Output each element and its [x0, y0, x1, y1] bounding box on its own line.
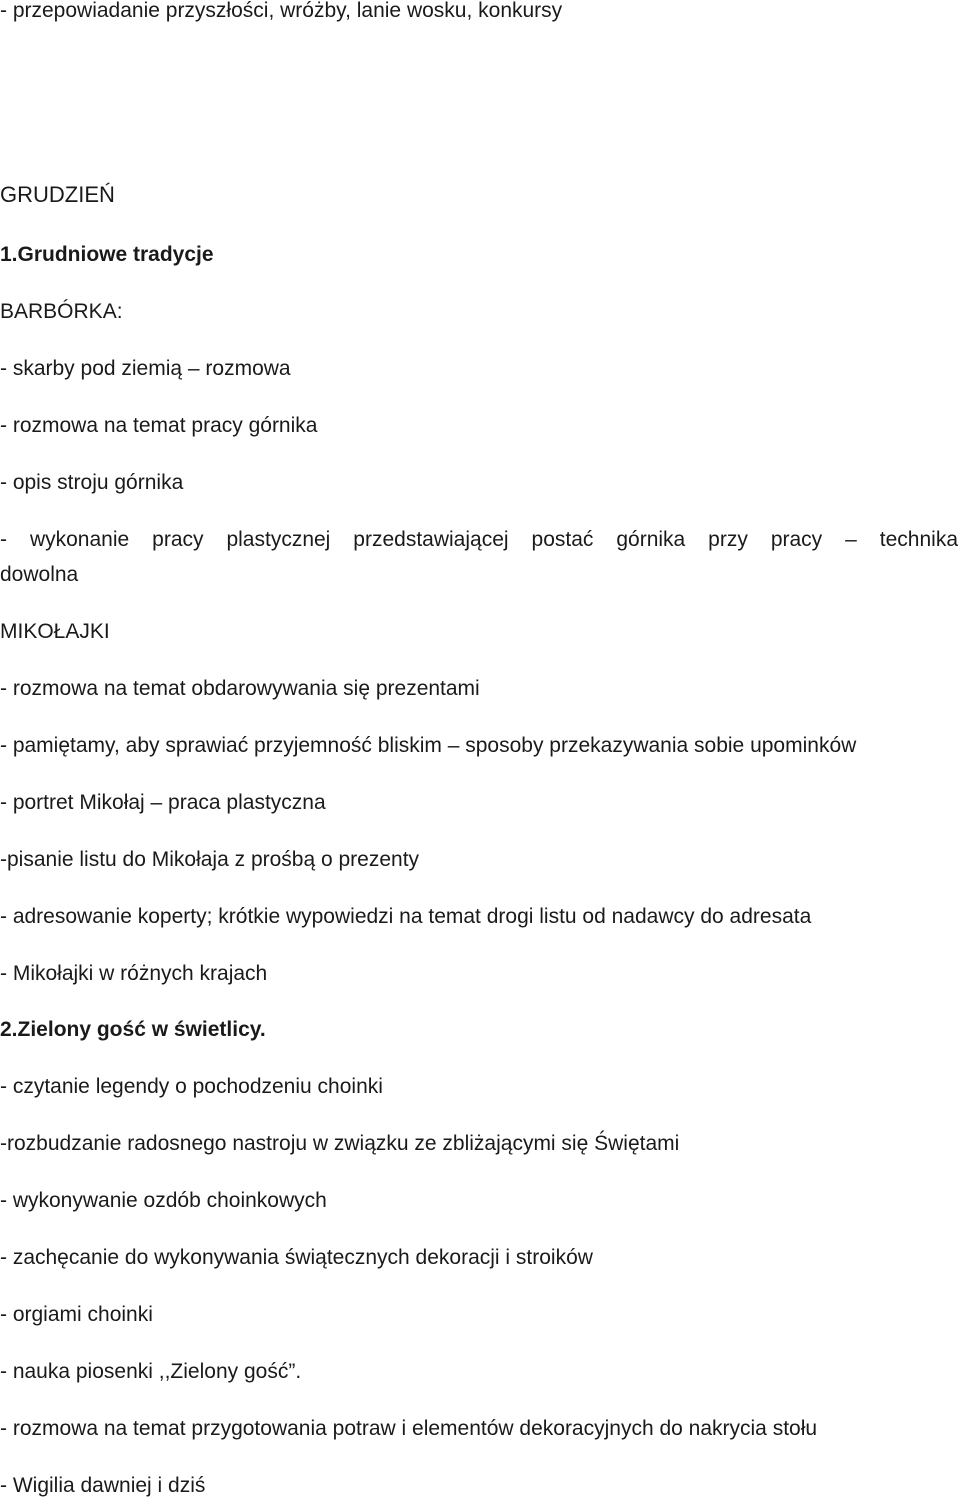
subsection-heading: MIKOŁAJKI [0, 620, 110, 643]
text-line: - rozmowa na temat przygotowania potraw i elementów dekoracyjnych do nakrycia stołu [0, 1417, 818, 1440]
text-line: - przepowiadanie przyszłości, wróżby, lanie wosku, konkursy [0, 0, 563, 22]
text-line: - adresowanie koperty; krótkie wypowiedzi na temat drogi listu od nadawcy do adresata [0, 905, 812, 928]
text-line: - orgiami choinki [0, 1303, 153, 1326]
text-line: - pamiętamy, aby sprawiać przyjemność bliskim – sposoby przekazywania sobie upominków [0, 734, 857, 757]
text-line: - zachęcanie do wykonywania świątecznych dekoracji i stroików [0, 1246, 593, 1269]
text-line: - rozmowa na temat pracy górnika [0, 414, 318, 437]
text-line: -pisanie listu do Mikołaja z prośbą o prezenty [0, 848, 420, 871]
section-heading: 1.Grudniowe tradycje [0, 243, 214, 266]
text-line: - czytanie legendy o pochodzeniu choinki [0, 1075, 383, 1098]
text-line: - Mikołajki w różnych krajach [0, 962, 268, 985]
text-line: - skarby pod ziemią – rozmowa [0, 357, 291, 380]
text-line: - wykonywanie ozdób choinkowych [0, 1189, 327, 1212]
subsection-heading: BARBÓRKA: [0, 300, 123, 323]
text-line: - rozmowa na temat obdarowywania się prezentami [0, 677, 480, 700]
text-line: - nauka piosenki ,,Zielony gość”. [0, 1360, 302, 1383]
text-line: -rozbudzanie radosnego nastroju w związku ze zbliżającymi się Świętami [0, 1132, 680, 1155]
text-line: - portret Mikołaj – praca plastyczna [0, 791, 326, 814]
text-line: - opis stroju górnika [0, 471, 184, 494]
month-heading: GRUDZIEŃ [0, 182, 115, 207]
section-heading: 2.Zielony gość w świetlicy. [0, 1018, 266, 1041]
text-line: dowolna [0, 563, 79, 586]
text-line: - Wigilia dawniej i dziś [0, 1474, 206, 1497]
text-line: - wykonanie pracy plastycznej przedstawiającej postać górnika przy pracy – technika [0, 528, 958, 551]
